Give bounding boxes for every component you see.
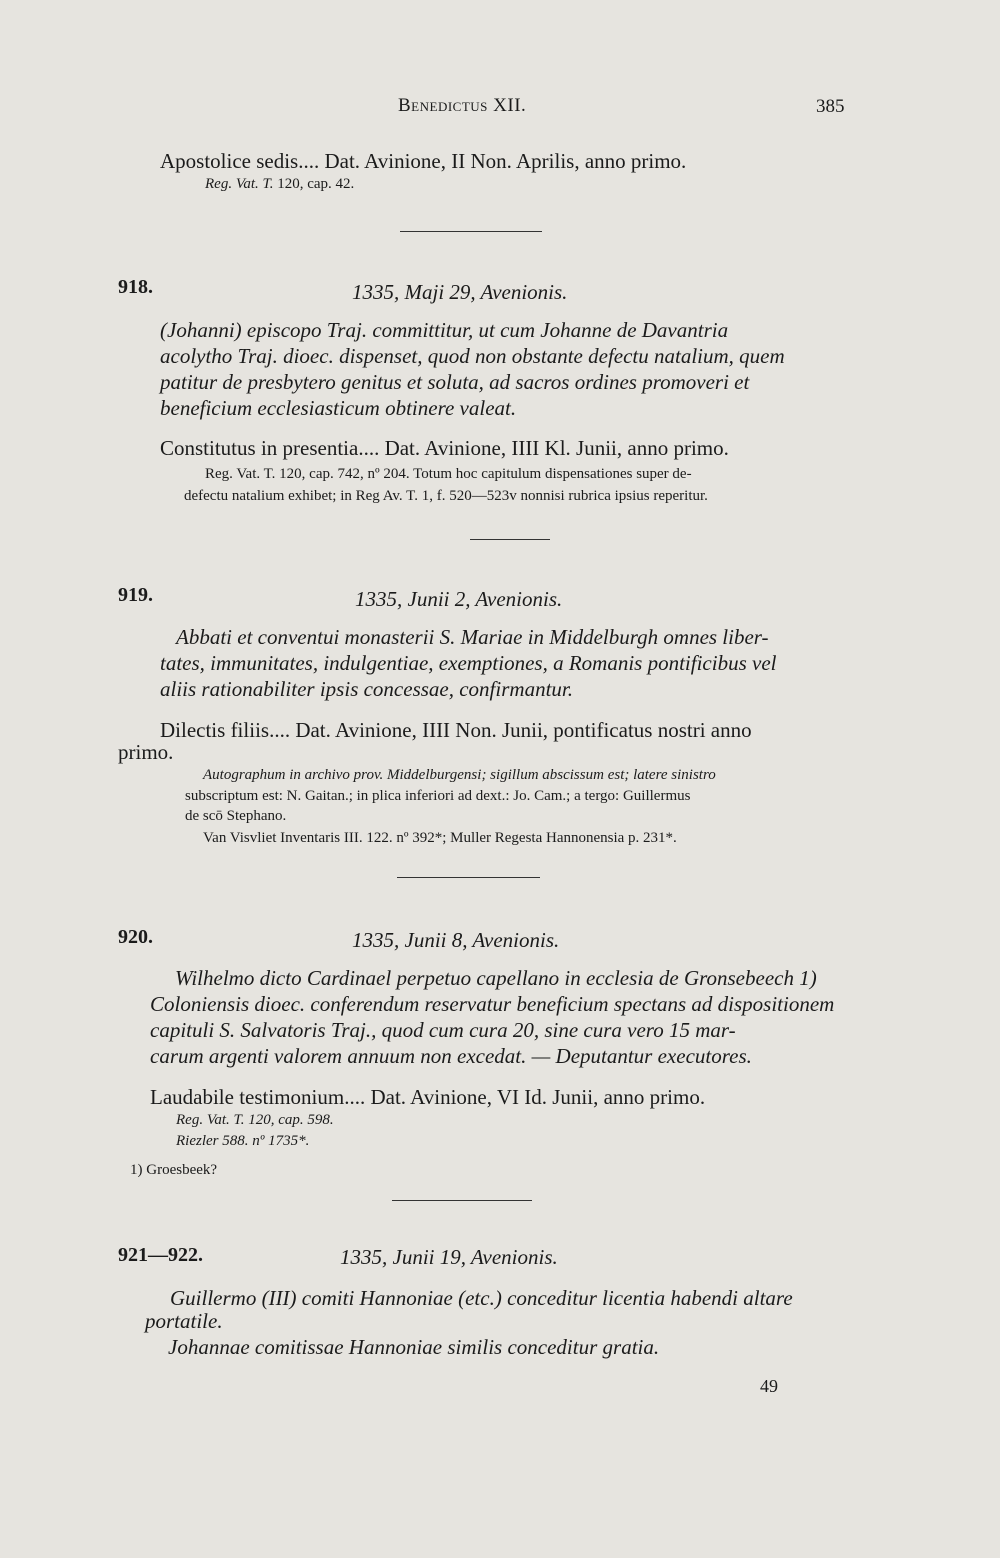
entry-formula: primo.: [118, 740, 174, 764]
entry-body-line: Coloniensis dioec. conferendum reservatur beneficium spectans ad dispositionem: [150, 992, 835, 1016]
entry-date: 1335, Maji 29, Avenionis.: [352, 280, 568, 304]
entry-body-line: carum argenti valorem annuum non excedat. — Deputantur executores.: [150, 1044, 752, 1068]
entry-body-line: acolytho Traj. dioec. dispenset, quod non obstante defectu natalium, quem: [160, 344, 785, 368]
entry-number: 920.: [118, 926, 153, 948]
entry-body-line: capituli S. Salvatoris Traj., quod cum cura 20, sine cura vero 15 mar-: [150, 1018, 736, 1042]
entry-note: defectu natalium exhibet; in Reg Av. T. 1, f. 520—523v nonnisi rubrica ipsius reperitur.: [184, 488, 708, 504]
entry-body-line: Wilhelmo dicto Cardinael perpetuo capellano in ecclesia de Gronsebeech 1): [175, 966, 817, 990]
separator-rule: [397, 877, 540, 878]
entry-note: subscriptum est: N. Gaitan.; in plica inferiori ad dext.: Jo. Cam.; a tergo: Guillermus: [185, 788, 691, 804]
entry-body-line: (Johanni) episcopo Traj. committitur, ut cum Johanne de Davantria: [160, 318, 729, 342]
entry-body-line: Abbati et conventui monasterii S. Mariae in Middelburgh omnes liber-: [176, 625, 769, 649]
running-head: Benedictus XII.: [398, 95, 527, 116]
entry-date: 1335, Junii 8, Avenionis.: [352, 928, 560, 952]
entry-body-line: aliis rationabiliter ipsis concessae, confirmantur.: [160, 677, 573, 701]
top-reference-italic: Reg. Vat. T.: [205, 176, 274, 192]
separator-rule: [470, 539, 550, 540]
entry-note: Reg. Vat. T. 120, cap. 598.: [176, 1112, 334, 1128]
entry-formula: Dilectis filiis.... Dat. Avinione, IIII Non. Junii, pontificatus nostri anno: [160, 718, 752, 742]
entry-date: 1335, Junii 19, Avenionis.: [340, 1245, 558, 1269]
entry-formula: Constitutus in presentia.... Dat. Avinione, IIII Kl. Junii, anno primo.: [160, 436, 729, 460]
signature-number: 49: [760, 1376, 778, 1396]
entry-number: 919.: [118, 584, 153, 606]
entry-body-line: Guillermo (III) comiti Hannoniae (etc.) conceditur licentia habendi altare: [170, 1286, 793, 1310]
entry-date: 1335, Junii 2, Avenionis.: [355, 587, 563, 611]
page-number: 385: [816, 96, 845, 117]
footnote: 1) Groesbeek?: [130, 1162, 218, 1178]
entry-number: 918.: [118, 276, 153, 298]
separator-rule: [400, 231, 542, 232]
entry-body-line: patitur de presbytero genitus et soluta, ad sacros ordines promoveri et: [160, 370, 750, 394]
entry-note: Riezler 588. nº 1735*.: [176, 1133, 310, 1149]
top-formula: Apostolice sedis.... Dat. Avinione, II Non. Aprilis, anno primo.: [160, 149, 687, 173]
separator-rule: [392, 1200, 532, 1201]
entry-body-line: portatile.: [145, 1309, 223, 1333]
entry-body-line: tates, immunitates, indulgentiae, exemptiones, a Romanis pontificibus vel: [160, 651, 777, 675]
top-reference-rest: 120, cap. 42.: [277, 176, 355, 192]
entry-body-line: Johannae comitissae Hannoniae similis conceditur gratia.: [168, 1335, 660, 1359]
entry-formula: Laudabile testimonium.... Dat. Avinione, VI Id. Junii, anno primo.: [150, 1085, 706, 1109]
entry-number: 921—922.: [118, 1244, 203, 1266]
top-reference: [205, 176, 354, 193]
entry-note: de scō Stephano.: [185, 808, 287, 824]
entry-note: Reg. Vat. T. 120, cap. 742, nº 204. Totum hoc capitulum dispensationes super de-: [205, 466, 692, 482]
entry-body-line: beneficium ecclesiasticum obtinere valeat.: [160, 396, 517, 420]
entry-note: Autographum in archivo prov. Middelburgensi; sigillum abscissum est; latere sinistro: [203, 767, 716, 783]
entry-note: Van Visvliet Inventaris III. 122. nº 392*; Muller Regesta Hannonensia p. 231*.: [203, 830, 677, 846]
